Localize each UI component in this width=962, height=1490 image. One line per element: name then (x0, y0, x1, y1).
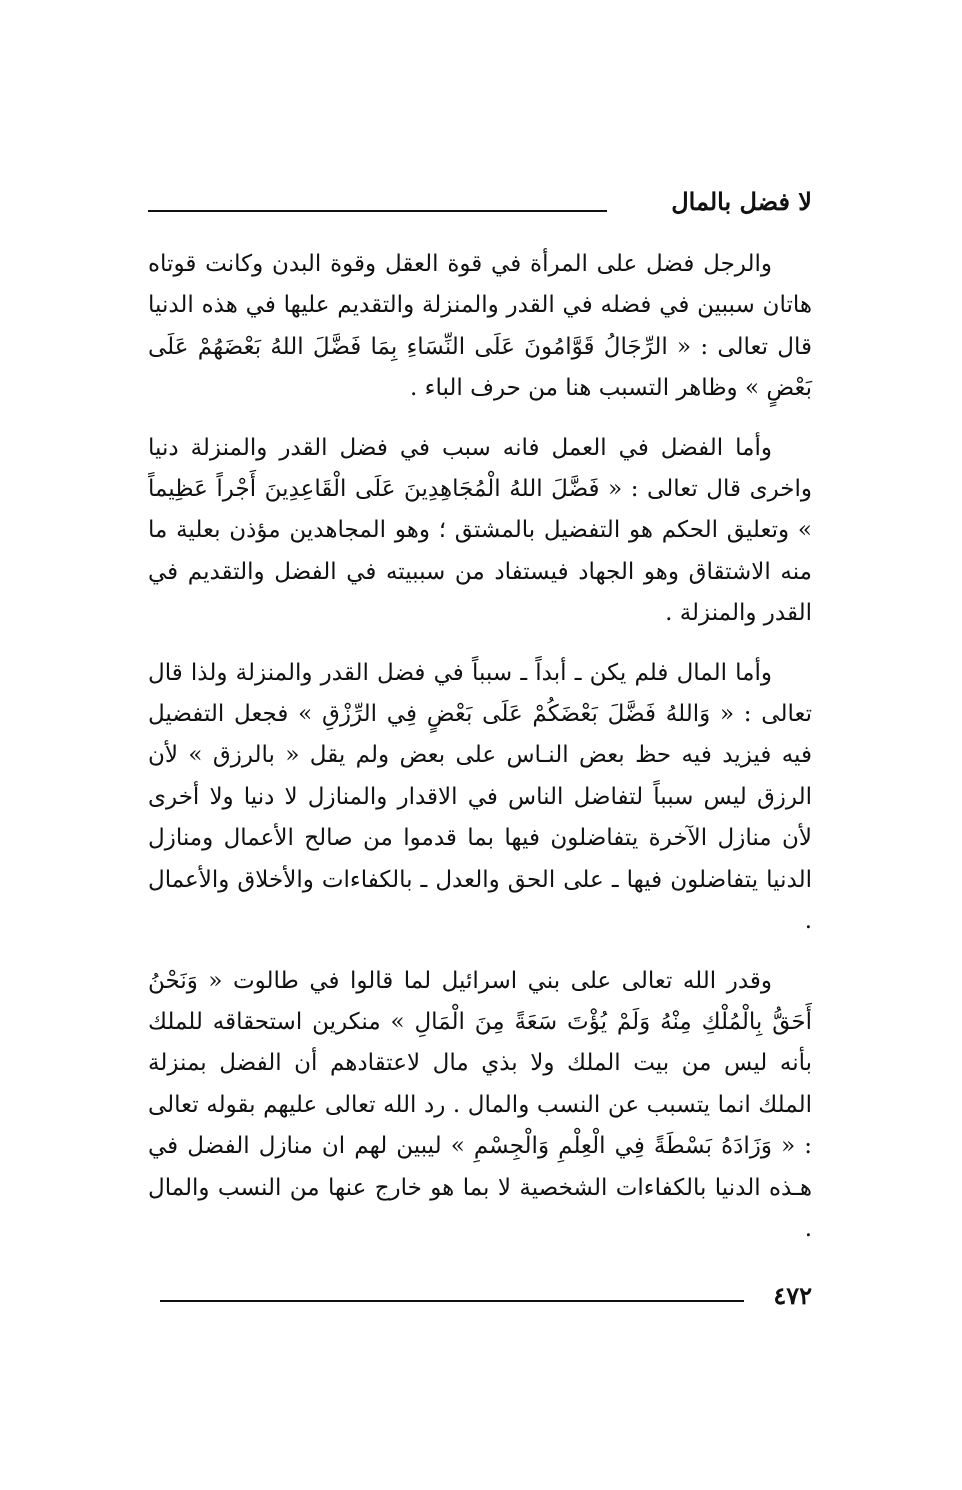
footer-rule (160, 1300, 744, 1302)
page-number: ٤٧٢ (773, 1281, 812, 1310)
paragraph-1: والرجل فضل على المرأة في قوة العقل وقوة البدن وكانت قوتاه هاتان سببين في فضله في القدر والمنزلة والتقديم عليها في هذه الدنيا قال تعالى : « الرِّجَالُ قَوَّامُونَ عَلَى النِّسَاءِ بِمَا فَضَّلَ اللهُ بَعْضَهُمْ عَلَى بَعْضٍ » وظاهر التسبب هنا من حرف الباء . (148, 251, 812, 402)
paragraph-3: وأما المال فلم يكن ـ أبداً ـ سبباً في فضل القدر والمنزلة ولذا قال تعالى : « وَاللهُ فَضَّلَ بَعْضَكُمْ عَلَى بَعْضٍ فِي الرِّزْقِ » فجعل التفضيل فيه فيزيد فيه حظ بعض النـاس على بعض ولم يقل « بالرزق » لأن الرزق ليس سبباً لتفاضل الناس في الاقدار والمنازل لا دنيا ولا أخرى لأن منازل الآخرة يتفاضلون فيها بما قدموا من صالح الأعمال ومنازل الدنيا يتفاضلون فيها ـ على الحق والعدل ـ بالكفاءات والأخلاق والأعمال . (148, 659, 812, 935)
page-footer (160, 1278, 812, 1318)
chapter-title: لا فضل بالمال (671, 187, 812, 216)
header-rule (148, 210, 607, 212)
paragraph-4: وقدر الله تعالى على بني اسرائيل لما قالوا في طالوت « وَنَحْنُ أَحَقُّ بِالْمُلْكِ مِنْهُ وَلَمْ يُؤْتَ سَعَةً مِنَ الْمَالِ » منكرين استحقاقه للملك بأنه ليس من بيت الملك ولا بذي مال لاعتقادهم أن الفضل بمنزلة الملك انما يتسبب عن النسب والمال . رد الله تعالى عليهم بقوله تعالى : « وَزَادَهُ بَسْطَةً فِي الْعِلْمِ وَالْجِسْمِ » ليبين لهم ان منازل الفضل في هـذه الدنيا بالكفاءات الشخصية لا بما هو خارج عنها من النسب والمال . (148, 967, 812, 1242)
body-text (148, 244, 812, 1268)
paragraph-2: وأما الفضل في العمل فانه سبب في فضل القدر والمنزلة دنيا واخرى قال تعالى : « فَضَّلَ اللهُ الْمُجَاهِدِينَ عَلَى الْقَاعِدِينَ أَجْراً عَظِيماً » وتعليق الحكم هو التفضيل بالمشتق ؛ وهو المجاهدين مؤذن بعلية ما منه الاشتقاق وهو الجهاد فيستفاد من سببيته في الفضل والتقديم في القدر والمنزلة . (148, 434, 812, 627)
running-header (148, 184, 812, 224)
